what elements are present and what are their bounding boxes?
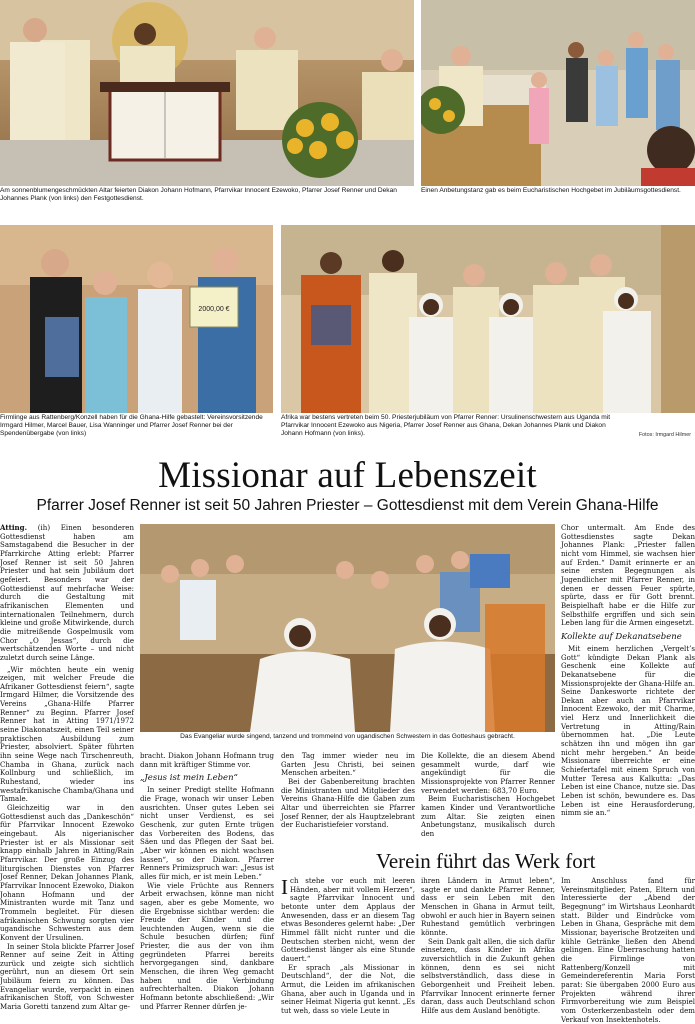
s2-c2: ihren Ländern in Armut leben“, sagte er und dankte Pfarrer Renner, dass er sein Leben mit den Menschen in Ghana in Armut teilt, obwohl er auch hier in Bayern seinen Ruhestand gemütlich verbringen könnte. bbox=[421, 876, 555, 937]
col1-p2: „Wir möchten heute ein wenig zeigen, mit welcher Freude die Afrikaner Gottesdienst feiern“, sagte Irmgard Hilmer, die Vorsitzende des Vereins „Ghana-Hilfe Pfarrer Renner“ zu Beginn. Pfarrer Josef Renner hat in Atting 1971/1972 seine Diakonatszeit, einen Teil seiner praktischen Ausbildung zum Priester, absolviert. Später führten ihn seine Wege nach Tirschenreuth, Chamba in Ghana, zurück nach Kollnburg und schließlich, im Ruhestand, wieder ins westafrikanische Chamba/Ghana und Tamale. bbox=[0, 664, 134, 804]
section2-column-2 bbox=[421, 877, 555, 1016]
article-column-4 bbox=[421, 752, 555, 839]
photo-altar bbox=[0, 0, 414, 186]
article-headline: Missionar auf Lebenszeit bbox=[158, 455, 537, 496]
article-column-3 bbox=[281, 752, 415, 830]
subhead-kollekte: Kollekte auf Dekanatsebene bbox=[561, 631, 682, 642]
photo-credit: Fotos: Irmgard Hilmer bbox=[638, 432, 691, 438]
col5-p2: Mit einem herzlichen „Vergelt’s Gott“ kündigte Dekan Plank als Geschenk eine Kollekte auf Dekanatsebene für die Missionsprojekte der Ghana-Hilfe an. Seine Dankesworte richtete der Dekan aber auch an Pfarrvikar Innocent Ezewoko, der mit Charme, viel Herz und Innerlichkeit die Vertretung in Atting/Rain übernommen hat. „Die Leute schätzen ihn und mögen ihn gar nicht mehr hergeben.“ An beide Missionare überreichte er eine Schiefertafel mit einem Spruch von Mutter Teresa aus Kalkutta: „Das Leben ist eine Chance, nutze sie. Das Leben ist schön, bewundere es. Das Leben ist eine Herausforderung, nimm sie an.“ bbox=[561, 643, 695, 818]
col2-p3: Wie viele Früchte aus Renners Arbeit erwachsen, könne man nicht sagen, aber es gebe Momente, wo die Ergebnisse sichtbar werden: die Freude der Kinder und die leuchtenden Augen, wenn sie die Schule besuchen dürfen; fünf Priester, die aus der von ihm gegründeten Pfarrei bereits hervorgegangen sind, dankbare Menschen, die ihren Weg gemacht haben und die Verbindung aufrechterhalten. Diakon Johann Hofmann betonte abschließend: „Wir und Pfarrer Renner dürfen je- bbox=[140, 880, 274, 1011]
col4-p1: Die Kollekte, die an diesem Abend gesammelt wurde, darf wie angekündigt für die Missionsprojekte von Pfarrer Renner verwendet werden: 683,70 Euro. bbox=[421, 751, 555, 795]
s2-c1b: Er sprach „als Missionar in Deutschland“, der die Not, die Armut, die Leiden im afrikanischen Ghana, aber auch in Uganda und in seiner Heimat Nigeria gut kennt. „Es tut weh, dass so viele Leute in bbox=[281, 962, 415, 1015]
section2-column-1 bbox=[281, 877, 415, 1016]
col3-p1: den Tag immer wieder neu im Garten Jesu Christi, bei seinen Menschen arbeiten.“ bbox=[281, 751, 415, 778]
article-subhead: Pfarrer Josef Renner ist seit 50 Jahren Priester – Gottesdienst mit dem Verein Ghana-Hilfe bbox=[36, 497, 659, 514]
col2-p2: In seiner Predigt stellte Hofmann die Frage, wonach wir unser Leben ausrichten. Unser gutes Leben sei nicht unser Verdienst, es sei Geschenk, zur guten Ernte trügen das Vorbereiten des Bodens, das Säen und das Pflegen der Saat bei. „Aber wir können es nicht wachsen lassen“, so der Diakon. Pfarrer Renners Primizspruch war: „Jesus ist alles für mich, er ist mein Leben.“ bbox=[140, 785, 274, 881]
check-amount: 2000,00 € bbox=[198, 306, 230, 313]
photo-dance bbox=[421, 0, 695, 186]
caption-dance: Einen Anbetungstanz gab es beim Eucharistischen Hochgebet im Jubiläumsgottesdienst. bbox=[421, 187, 681, 194]
drop-cap: I bbox=[281, 875, 288, 899]
article-column-2 bbox=[140, 752, 274, 1011]
s2-c1: ch stehe vor euch mit leeren Händen, aber mit vollem Herzen“, sagte Pfarrvikar Innocent und betonte unter dem Applaus der Anwesenden, dass er an diesem Tag etwas Besonderes gelernt habe: „Der Himmel fällt nicht runter und die Deutschen sterben nicht, wenn der Gottesdienst länger als eine Stunde dauert.“ bbox=[281, 876, 415, 963]
col5-p1: Chor untermalt. Am Ende des Gottesdienstes sagte Dekan Johannes Plank: „Priester fallen nicht vom Himmel, sie wachsen hier auf Erden.“ Damit erinnerte er an seine ersten Begegnungen als Jugendlicher mit Pfarrer Renner, in denen er dessen Feuer spürte, spürte, dass er für Gott brennt. Beispielhaft habe er die Hilfe zur Selbsthilfe ergriffen und sich sein Leben lang für die Armen eingesetzt. bbox=[561, 523, 695, 628]
photo-firmlinge bbox=[0, 225, 273, 413]
caption-evangeliar: Das Evangeliar wurde singend, tanzend und trommelnd von ugandischen Schwestern in das Gotteshaus gebracht. bbox=[180, 733, 515, 740]
photo-evangeliar bbox=[140, 524, 555, 732]
article-column-1 bbox=[0, 524, 134, 1012]
s2-c3: Im Anschluss fand für Vereinsmitglieder, Paten, Eltern und Interessierte der „Abend der Begegnung“ im Wirtshaus Leonhardt statt. Bilder und Eindrücke vom Leben in Ghana, Gespräche mit dem Missionar, bayerische Brotzeiten und kühle Getränke ließen den Abend gelingen. Eine Überraschung hatten die Firmlinge von Rattenberg/Konzell mit Gemeindereferentin Maria Forst parat: Sie übergaben 2000 Euro aus Projekten während ihrer Firmvorbereitung wie zum Beispiel vom Osterkerzenbasteln oder dem Verkauf von Insektenhotels. bbox=[561, 876, 695, 1024]
caption-altar: Am sonnenblumengeschmückten Altar feierten Diakon Johann Hofmann, Pfarrvikar Innocent Ezewoko, Pfarrer Josef Renner und Dekan Johannes Plank (von links) den Festgottesdienst. bbox=[0, 187, 397, 203]
col1-p3: Gleichzeitig war in den Gottesdienst auch das „Dankeschön“ für Pfarrvikar Innocent Ezewoko eingebaut. Als nigerianischer Priester ist er als Missionar seit knapp einhalb Jahren in Atting/Rain Pfarrvikar. Der große Einzug des liturgischen Dienstes von Pfarrer Josef Renner, Dekan Johannes Plank, Pfarrvikar Innocent Ezewoko, Diakon Johann Hofmann und der Ministranten wurde mit Tanz und Trommeln begleitet. Für diesen afrikanischen Schwung sorgten vier ugandische Schwestern aus dem Konvent der Ursulinen. bbox=[0, 803, 134, 942]
s2-c2b: Sein Dank galt allen, die sich dafür einsetzen, dass Kinder in Afrika zuversichtlich in die Zukunft gehen können, denn es sei nicht selbstverständlich, dass diese in Geborgenheit und Freiheit leben. Pfarrvikar Innocent erinnerte ferner daran, dass auch Deutschland schon Hilfe aus dem Ausland benötigte. bbox=[421, 936, 555, 1015]
section-headline: Verein führt das Werk fort bbox=[376, 849, 596, 873]
col4-p2: Beim Eucharistischen Hochgebet kamen Kinder und Verantwortliche zum Altar. Sie zeigten einen Anbetungstanz, musikalisch durch den bbox=[421, 794, 555, 838]
col3-p2: Bei der Gabenbereitung brachten die Ministranten und Mitglieder des Vereins Ghana-Hilfe die Gaben zum Altar und überreichten sie Pfarrer Josef Renner, der als Hauptzelebrant der Eucharistiefeier vorstand. bbox=[281, 776, 415, 830]
subhead-jesus: „Jesus ist mein Leben“ bbox=[140, 773, 238, 784]
caption-afrika: Afrika war bestens vertreten beim 50. Priesterjubiläum von Pfarrer Renner: Ursulinenschwestern aus Uganda mit Pfarrvikar Innocent Ezewoko aus Nigeria, Pfarrer Josef Renner aus Ghana, Dekan Johannes Plank und Diakon Johann Hofmann (von links). bbox=[281, 414, 611, 438]
photo-afrika bbox=[281, 225, 695, 413]
col1-p1: (ih) Einen besonderen Gottesdienst haben am Samstagabend die Besucher in der Pfarrkirche Atting erlebt: Pfarrer Josef Renner ist seit 50 Jahren Priester und hat sein Jubiläum dort gefeiert. Besonders war der Gottesdienst auf mehrfache Weise: durch die Gestaltung mit afrikanischen Elementen und internationalen Teilnehmern, durch kleine und große Mitwirkende, durch die mitreißende Gospelmusik vom Chor „O Jessas“, durch die wertschätzenden Worte – und nicht zuletzt durch seine Länge. bbox=[0, 523, 134, 662]
article-column-5 bbox=[561, 524, 695, 818]
caption-firmlinge: Firmlinge aus Rattenberg/Konzell haben für die Ghana-Hilfe gebastelt: Vereinsvorsitzende Irmgard Hilmer, Marcel Bauer, Lisa Wanninger und Pfarrer Josef Renner bei der Spendenübergabe (von links) bbox=[0, 414, 263, 438]
section2-column-3 bbox=[561, 877, 695, 1024]
col1-p4: In seiner Stola blickte Pfarrer Josef Renner auf seine Zeit in Atting zurück und zeigte sich sichtlich gerührt, nun an diesem Ort sein Jubiläum feiern zu können. Das Evangeliar wurde, verpackt in einen afrikanischen Stoff, von Schwester Maria Goretti tanzend zum Altar ge- bbox=[0, 941, 134, 1012]
col2-p1: bracht. Diakon Johann Hofmann trug dann mit kräftiger Stimme vor. bbox=[140, 751, 274, 769]
dateline: Atting. bbox=[0, 523, 28, 532]
